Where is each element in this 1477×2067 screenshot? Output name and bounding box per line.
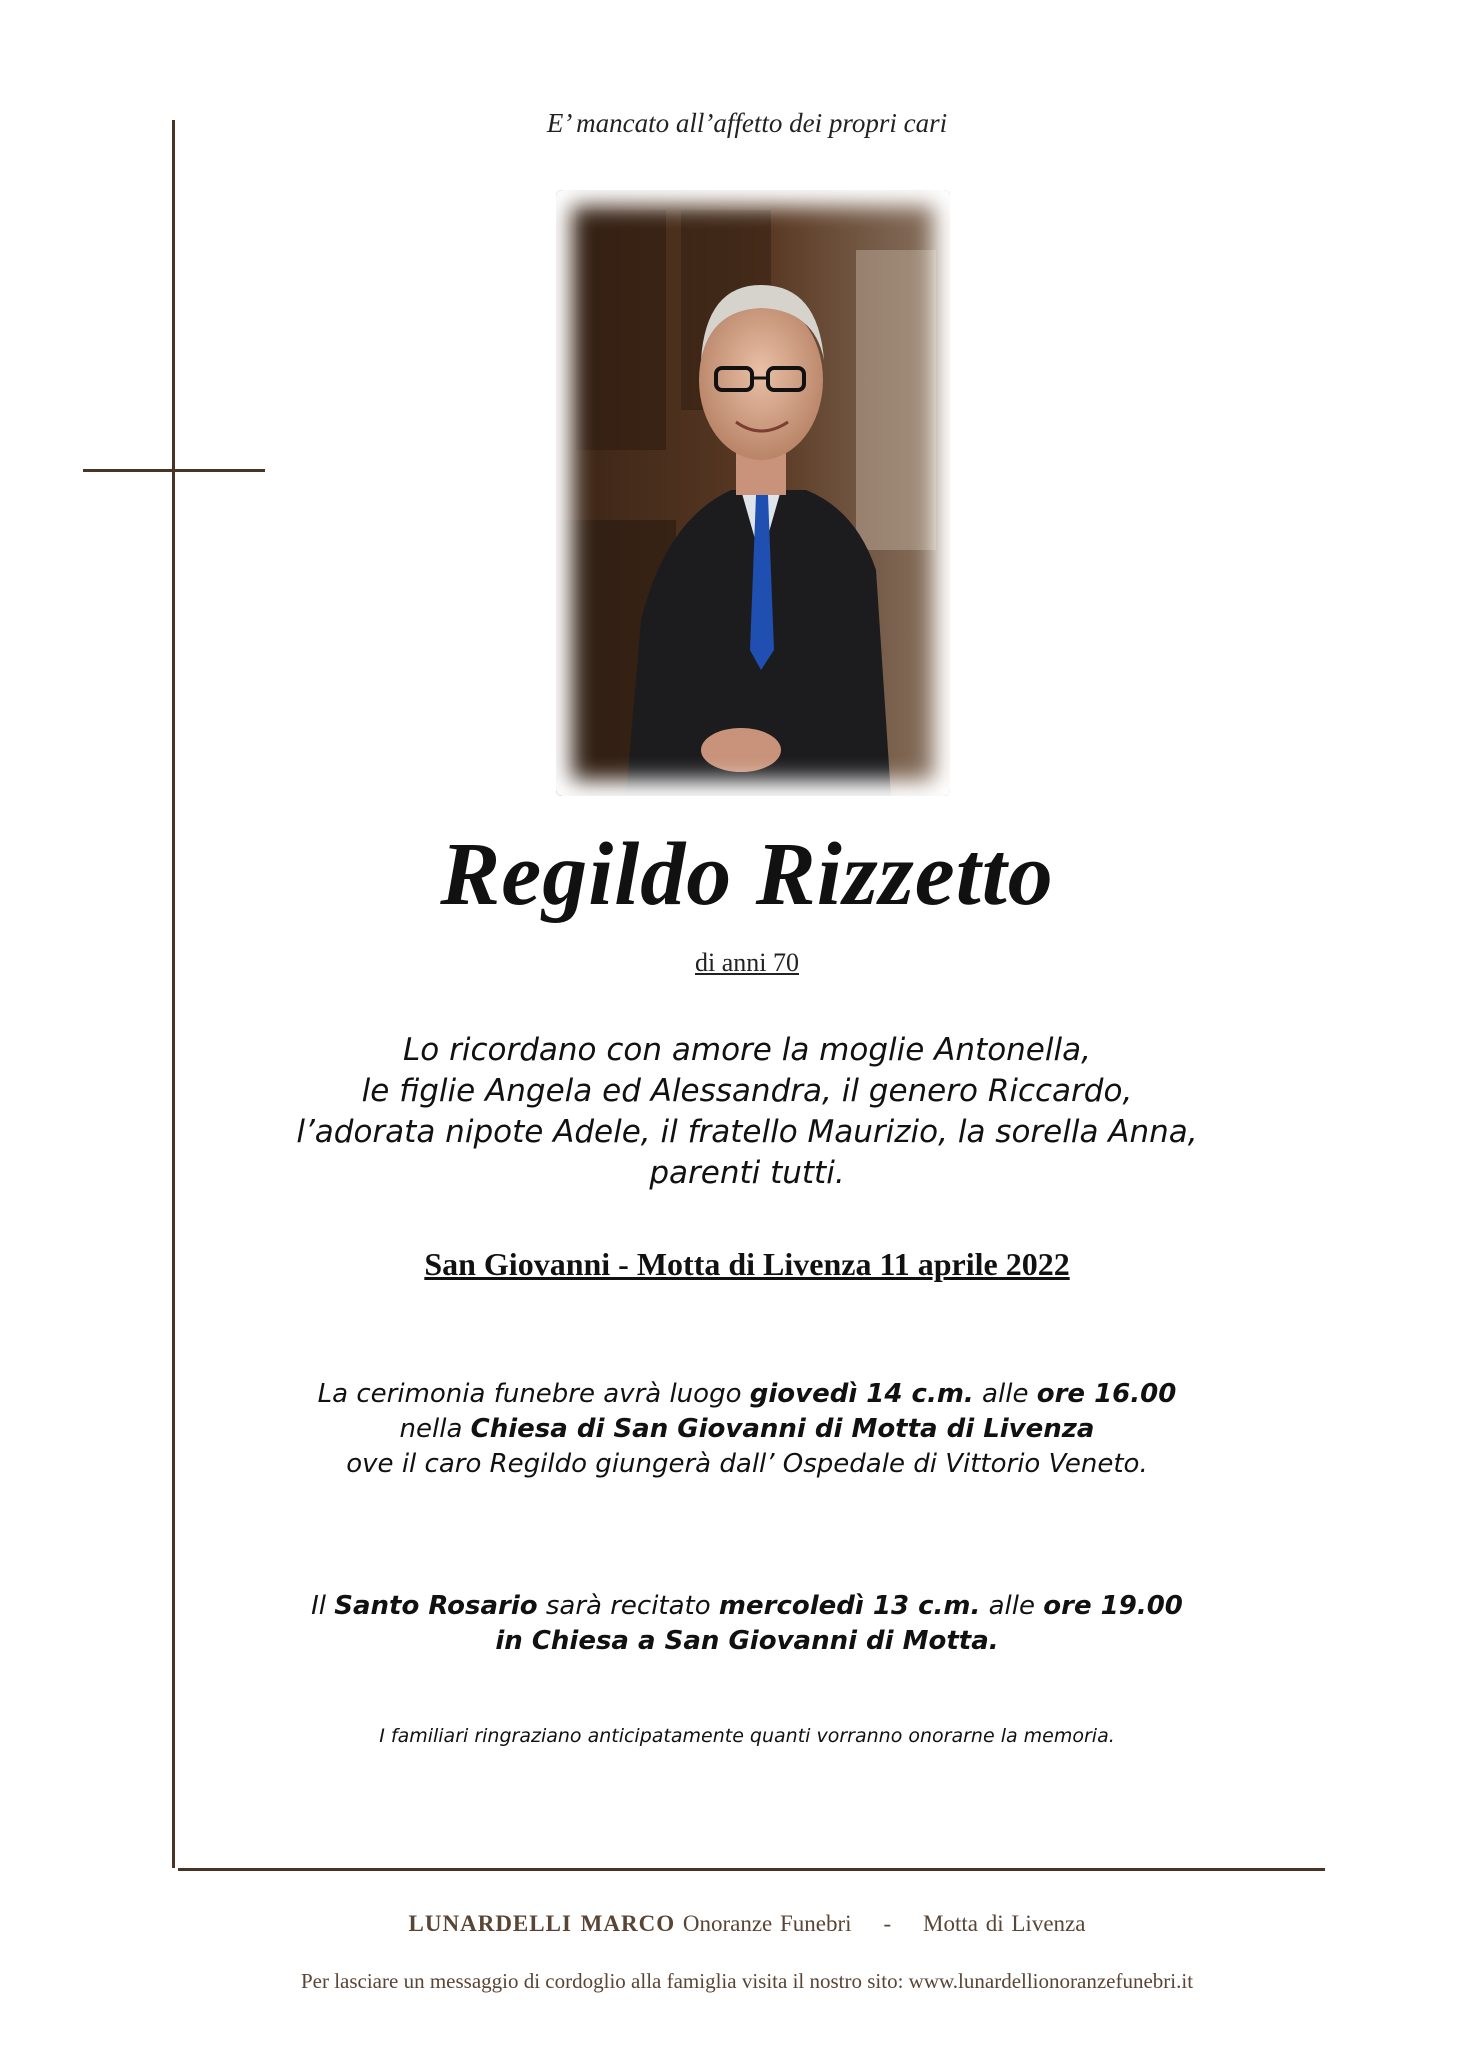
ceremony-text: La cerimonia funebre avrà luogo: [317, 1379, 750, 1409]
funeral-home-service: Onoranze Funebri: [682, 1911, 852, 1936]
portrait-photo: [556, 190, 950, 796]
family-line: le figlie Angela ed Alessandra, il genero Riccardo,: [361, 1073, 1133, 1109]
footer-separator: -: [883, 1911, 892, 1936]
portrait-icon: [556, 190, 950, 796]
rosary-day: mercoledì 13 c.m.: [718, 1591, 981, 1621]
deceased-name: Regildo Rizzetto: [440, 825, 1054, 924]
rosary-title: Santo Rosario: [334, 1591, 538, 1621]
thanks-note: I familiari ringraziano anticipatamente quanti vorranno onorarne la memoria.: [379, 1725, 1115, 1747]
ceremony-time: ore 16.00: [1036, 1379, 1177, 1409]
funeral-home-line: [172, 1911, 1322, 1937]
family-line: Lo ricordano con amore la moglie Antonella,: [403, 1032, 1091, 1068]
funeral-home-brand: LUNARDELLI MARCO: [408, 1911, 676, 1936]
family-announcement: [172, 1030, 1322, 1194]
ceremony-church: Chiesa di San Giovanni di Motta di Livenza: [470, 1414, 1095, 1444]
bottom-divider: [178, 1868, 1325, 1871]
rosary-line-1: [172, 1589, 1322, 1624]
ceremony-text: alle: [973, 1379, 1037, 1409]
place-and-date: San Giovanni - Motta di Livenza 11 aprile 2022: [424, 1246, 1070, 1282]
condolence-message: Per lasciare un messaggio di cordoglio alla famiglia visita il nostro sito: www.lunardellionoranzefunebri.it: [300, 1969, 1194, 1993]
rosary-text: alle: [980, 1591, 1044, 1621]
ceremony-details: [172, 1377, 1322, 1482]
ceremony-day: giovedì 14 c.m.: [749, 1379, 974, 1409]
rosary-time: ore 19.00: [1043, 1591, 1183, 1621]
rosary-place: in Chiesa a San Giovanni di Motta.: [495, 1626, 999, 1656]
rosary-line-2: [172, 1624, 1322, 1659]
ceremony-line-1: [172, 1377, 1322, 1412]
family-line: l’adorata nipote Adele, il fratello Maurizio, la sorella Anna,: [296, 1114, 1198, 1150]
rosary-text: sarà recitato: [537, 1591, 719, 1621]
ceremony-line-3: ove il caro Regildo giungerà dall’ Ospedale di Vittorio Veneto.: [346, 1449, 1148, 1479]
ceremony-text: nella: [399, 1414, 471, 1444]
rosary-details: [172, 1589, 1322, 1659]
family-line: parenti tutti.: [649, 1155, 845, 1191]
deceased-age: di anni 70: [695, 948, 799, 977]
funeral-home-town: Motta di Livenza: [923, 1911, 1086, 1936]
ceremony-line-2: [172, 1412, 1322, 1447]
rosary-text: Il: [311, 1591, 335, 1621]
cross-horizontal-line: [83, 469, 265, 472]
intro-text: E’ mancato all’affetto dei propri cari: [546, 108, 948, 138]
